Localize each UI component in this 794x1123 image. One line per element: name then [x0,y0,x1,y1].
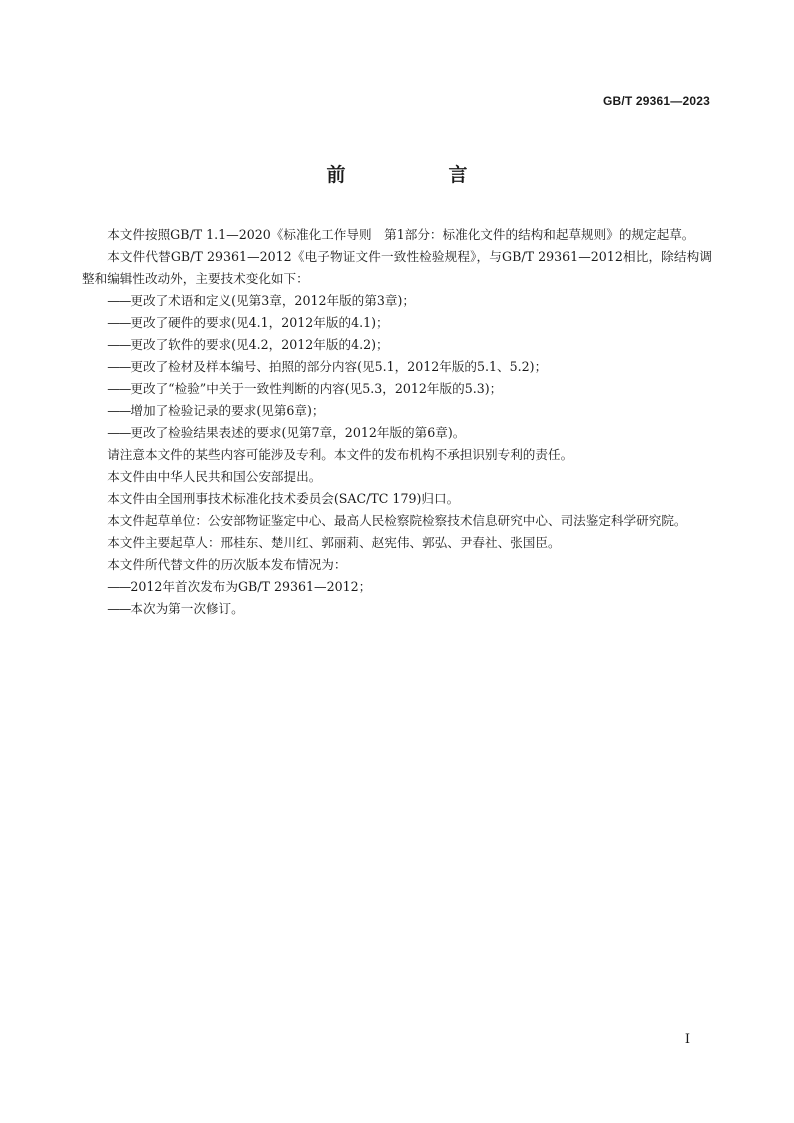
change-item-text: 更改了检验结果表述的要求(见第7章，2012年版的第6章)。 [130,425,466,440]
dash-mark: —— [107,403,131,418]
paragraph-drafting-rules: 本文件按照GB/T 1.1—2020《标准化工作导则 第1部分：标准化文件的结构和起草规则》的规定起草。 [107,227,695,242]
paragraph-history-intro: 本文件所代替文件的历次版本发布情况为： [107,557,347,572]
page-number: I [684,1032,690,1047]
history-item-text: 2012年首次发布为GB/T 29361—2012； [130,579,372,594]
change-item [82,356,712,378]
change-item [82,400,712,422]
change-item-text: 更改了硬件的要求(见4.1，2012年版的4.1)； [130,315,389,330]
foreword-body [82,224,712,620]
paragraph-patent-notice: 请注意本文件的某些内容可能涉及专利。本文件的发布机构不承担识别专利的责任。 [107,447,574,462]
history-item [82,576,712,598]
dash-mark: —— [107,601,131,616]
change-item-text: 更改了检材及样本编号、拍照的部分内容(见5.1，2012年版的5.1、5.2)； [130,359,548,374]
page-title: 前 言 [326,164,510,186]
change-item-text: 增加了检验记录的要求(见第6章)； [130,403,325,418]
paragraph-replacement: 本文件代替GB/T 29361—2012《电子物证文件一致性检验规程》，与GB/T 29361—2012相比，除结构调整和编辑性改动外，主要技术变化如下： [82,249,712,286]
change-item [82,378,712,400]
standard-code: GB/T 29361—2023 [602,94,710,108]
paragraph-drafting-units: 本文件起草单位：公安部物证鉴定中心、最高人民检察院检察技术信息研究中心、司法鉴定科学研究院。 [107,513,687,528]
dash-mark: —— [107,293,131,308]
change-item-text: 更改了术语和定义(见第3章，2012年版的第3章)； [130,293,415,308]
change-item [82,290,712,312]
change-item [82,422,712,444]
dash-mark: —— [107,337,131,352]
dash-mark: —— [107,579,131,594]
history-item-text: 本次为第一次修订。 [130,601,244,616]
dash-mark: —— [107,381,131,396]
history-item [82,598,712,620]
dash-mark: —— [107,425,131,440]
change-item-text: 更改了软件的要求(见4.2，2012年版的4.2)； [130,337,389,352]
change-item [82,312,712,334]
change-item [82,334,712,356]
change-item-text: 更改了“检验”中关于一致性判断的内容(见5.3，2012年版的5.3)； [130,381,503,396]
dash-mark: —— [107,315,131,330]
paragraph-proposer: 本文件由中华人民共和国公安部提出。 [107,469,322,484]
paragraph-committee: 本文件由全国刑事技术标准化技术委员会(SAC/TC 179)归口。 [107,491,460,506]
dash-mark: —— [107,359,131,374]
paragraph-drafters: 本文件主要起草人：邢桂东、楚川红、郭丽莉、赵宪伟、郭弘、尹春社、张国臣。 [107,535,561,550]
